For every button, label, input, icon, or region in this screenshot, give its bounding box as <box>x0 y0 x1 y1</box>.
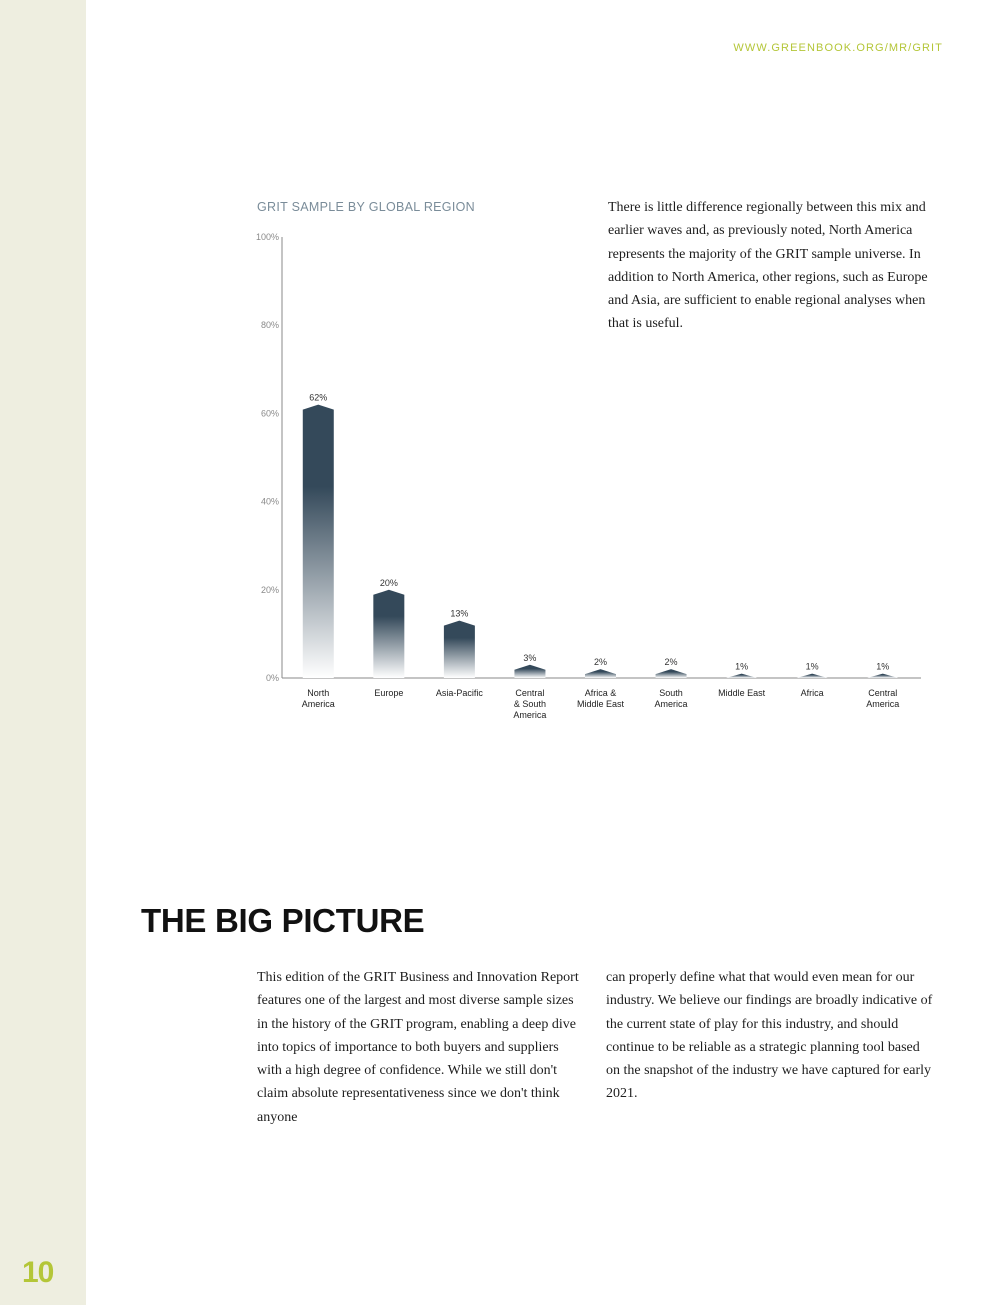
bar-value-label: 62% <box>309 392 328 403</box>
bar-value-label: 1% <box>805 661 819 672</box>
bar-value-label: 1% <box>735 661 749 672</box>
header-url[interactable]: WWW.GREENBOOK.ORG/MR/GRIT <box>733 42 943 54</box>
bar <box>867 674 898 678</box>
x-category-label: Africa <box>800 688 824 698</box>
x-category-label: Africa & <box>584 688 617 698</box>
bar <box>514 665 545 678</box>
y-tick-label: 20% <box>260 584 279 595</box>
bar <box>585 669 616 678</box>
x-category-label: South <box>659 688 683 698</box>
y-tick-label: 60% <box>260 408 279 419</box>
bar <box>373 590 404 678</box>
x-category-label: America <box>866 699 900 709</box>
y-tick-label: 100% <box>255 232 279 242</box>
page-number: 10 <box>22 1256 54 1289</box>
bar <box>444 621 475 678</box>
x-category-label: Central <box>868 688 898 698</box>
bar <box>726 674 757 678</box>
x-category-label: America <box>513 710 547 720</box>
body-column-right: can properly define what that would even mean for our industry. We believe our findings are broadly indicative of the current state of play for this industry, and should continue to be reliable as a strategic planning tool based on the snapshot of the industry we have captured for early 2021. <box>606 970 933 1102</box>
bar-value-label: 1% <box>876 661 890 672</box>
x-category-label: Middle East <box>576 699 625 709</box>
bar <box>303 405 334 678</box>
x-category-label: Central <box>515 688 545 698</box>
bar <box>656 669 687 678</box>
x-category-label: & South <box>513 699 546 709</box>
chart-description: There is little difference regionally between this mix and earlier waves and, as previously noted, North America represents the majority of the GRIT sample universe. In addition to North America, other regions, such as Europe and Asia, are sufficient to enable regional analyses when that is useful. <box>608 200 928 332</box>
bar-value-label: 2% <box>593 657 608 668</box>
bar-value-label: 2% <box>664 657 678 668</box>
bar <box>797 674 828 678</box>
body-column-left: This edition of the GRIT Business and Innovation Report features one of the largest and most diverse sample sizes in the history of the GRIT program, enabling a deep dive into topics of importance to both buyers and suppliers with a high degree of confidence. While we still don't claim absolute representativeness since we don't think anyone <box>257 970 579 1125</box>
x-category-label: America <box>301 699 335 709</box>
x-category-label: America <box>654 699 688 709</box>
y-tick-label: 40% <box>260 496 279 507</box>
bar-value-label: 13% <box>450 608 469 619</box>
chart-title: GRIT SAMPLE BY GLOBAL REGION <box>257 200 475 214</box>
y-tick-label: 80% <box>260 320 279 331</box>
y-tick-label: 0% <box>265 673 279 683</box>
bar-value-label: 3% <box>523 652 537 663</box>
bar-value-label: 20% <box>379 577 398 588</box>
x-category-label: Middle East <box>718 688 766 698</box>
x-category-label: Europe <box>374 688 404 698</box>
section-heading: THE BIG PICTURE <box>141 902 425 939</box>
x-category-label: Asia-Pacific <box>435 688 483 698</box>
x-category-label: North <box>307 688 330 698</box>
